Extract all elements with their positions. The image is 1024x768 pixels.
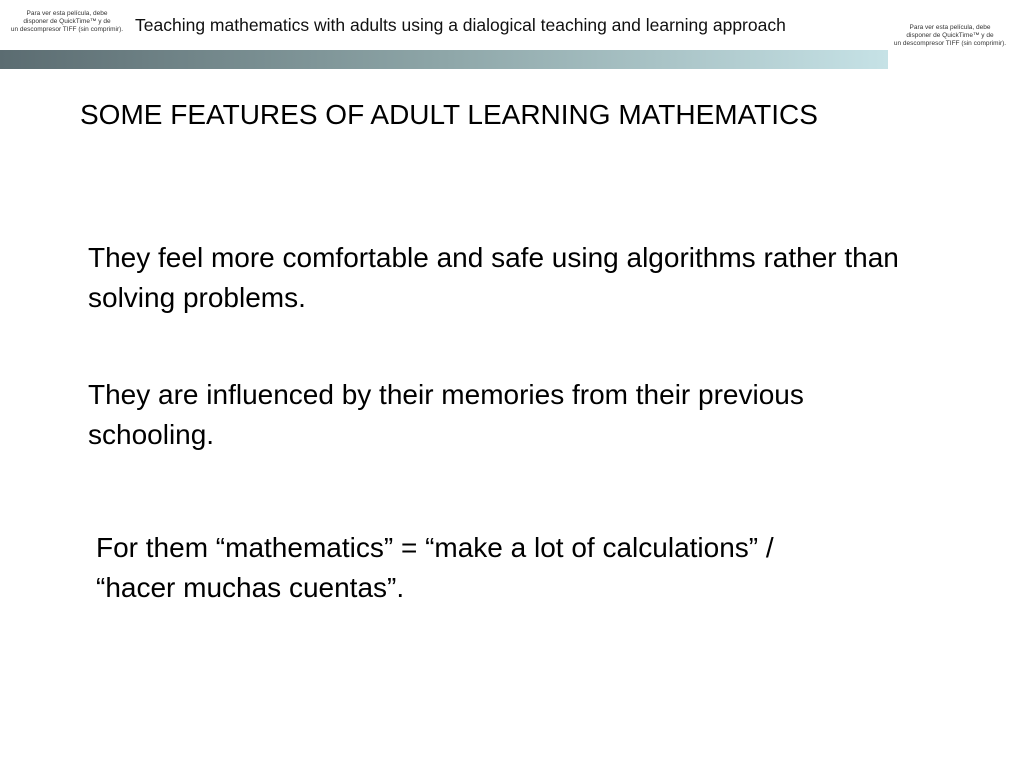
header-title: Teaching mathematics with adults using a dialogical teaching and learning approach [135,15,786,35]
quicktime-notice-line: un descompresor TIFF (sin comprimir). [893,40,1007,47]
slide-point: They feel more comfortable and safe using algorithms rather than solving problems. [88,242,899,313]
quicktime-placeholder-right [880,24,1020,48]
quicktime-notice-line: un descompresor TIFF (sin comprimir). [10,26,124,33]
quicktime-notice-line: disponer de QuickTime™ y de [906,32,994,39]
quicktime-notice-line: disponer de QuickTime™ y de [23,18,111,25]
quicktime-placeholder-left [0,10,137,34]
slide-heading: SOME FEATURES OF ADULT LEARNING MATHEMATICS [80,99,818,130]
slide-point: They are influenced by their memories from their previous schooling. [88,379,804,450]
quicktime-notice-line: Para ver esta película, debe [909,24,991,31]
slide-point: For them “mathematics” = “make a lot of calculations” / “hacer muchas cuentas”. [96,532,774,603]
quicktime-notice-line: Para ver esta película, debe [26,10,108,17]
header-gradient-bar [0,50,888,69]
